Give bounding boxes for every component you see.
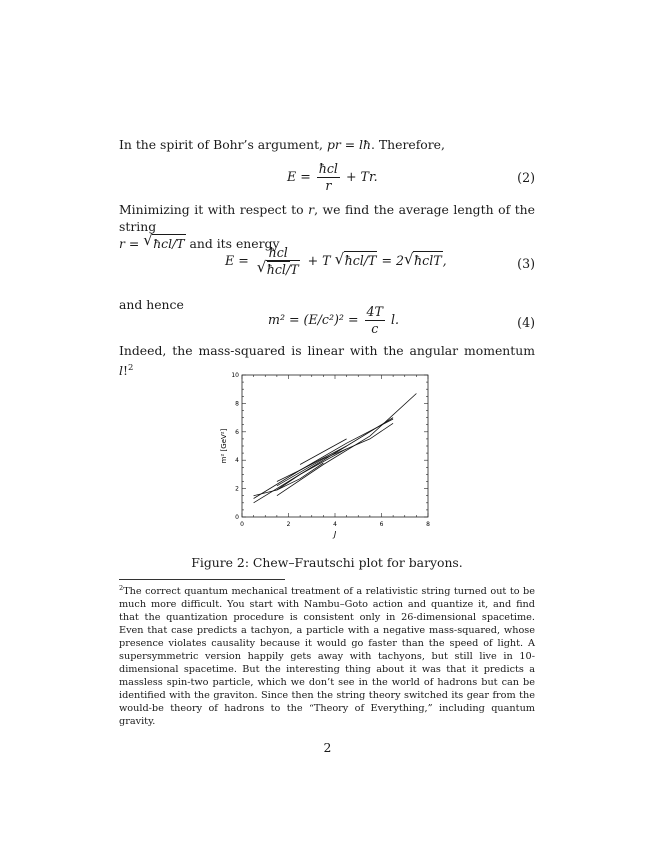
y-tick-label: 8 xyxy=(235,400,239,408)
axis-ticks xyxy=(242,375,428,517)
y-axis-label: m² [GeV²] xyxy=(220,428,228,464)
var-r: r xyxy=(308,202,315,217)
x-tick-label: 2 xyxy=(286,521,291,528)
eq3-lhs: E = xyxy=(225,253,249,268)
eq3-radicand1: ħcl/T xyxy=(344,253,377,268)
eq3-denominator xyxy=(255,258,302,277)
x-tick-label: 8 xyxy=(426,521,430,528)
y-tick-label: 0 xyxy=(235,514,239,521)
footnote-number: 2 xyxy=(119,584,124,592)
paragraph-bohr xyxy=(119,136,535,153)
eq2-denominator: r xyxy=(325,178,332,193)
eq3-equals-2: = 2 xyxy=(381,253,405,268)
x-tick-label: 6 xyxy=(379,521,384,528)
sqrt-icon: √ xyxy=(334,250,345,268)
y-tick-label: 10 xyxy=(231,372,239,379)
trajectory-line xyxy=(277,394,417,496)
eq3-end: , xyxy=(442,253,447,268)
trajectory-line xyxy=(277,423,393,486)
trajectory-line xyxy=(277,446,347,482)
length-radicand: ħcl/T xyxy=(153,236,185,251)
axis-tick-labels xyxy=(231,372,430,528)
figure-caption: Figure 2: Chew–Frautschi plot for baryons. xyxy=(191,555,463,570)
footnote-text: The correct quantum mechanical treatment of a relativistic string turned out to be much more difficult. You start with Nambu–Goto action and quantize it, and find that the quantization procedure is consistent only in 26-dimensional spacetime. Even that case predicts a tachyon, a particle with a negative mass-squared, whose presence violates causality because it would go faster than the speed of light. A supersymmetric version happily gets away with tachyons, but still live in 10-dimensional spacetime. But the interesting thing about it was that it predicts a massless spin-two particle, which we don’t see in the world of hadrons but can be identified with the graviton. Since then the string theory switched its gear from the would-be theory of hadrons to the “Theory of Everything,” including quantum gravity. xyxy=(119,586,535,728)
plot-frame xyxy=(242,375,428,517)
eq3-sqrt1 xyxy=(334,250,378,268)
paragraph-bohr-tail: . Therefore, xyxy=(371,137,445,152)
length-lhs: r = xyxy=(119,236,140,251)
paragraph-minimizing-text: Minimizing it with respect to xyxy=(119,202,309,217)
equation-3 xyxy=(119,246,535,286)
eq3-plus-t: + T xyxy=(307,253,331,268)
eq3-number: (3) xyxy=(517,256,535,271)
eq4-denominator: c xyxy=(371,321,379,336)
eq3-fraction xyxy=(255,246,302,277)
eq3-sqrt2 xyxy=(404,250,443,268)
paragraph-minimizing xyxy=(119,201,535,252)
y-tick-label: 6 xyxy=(235,428,239,436)
footnote-rule xyxy=(119,579,285,580)
eq4-lhs: m² = (E/c²)² = xyxy=(268,312,359,327)
eq2-fraction xyxy=(317,162,340,193)
eq2-rest: + Tr. xyxy=(345,169,378,184)
equation-2 xyxy=(119,162,535,196)
page-number: 2 xyxy=(323,740,332,755)
trajectory-line xyxy=(277,449,347,490)
sqrt-icon: √ xyxy=(256,258,267,276)
eq3-numerator: ħcl xyxy=(268,245,288,260)
eq2-number: (2) xyxy=(517,170,535,185)
bohr-condition-math: pr = lħ xyxy=(326,137,371,152)
eq2-lhs: E = xyxy=(287,169,311,184)
eq2-numerator: ħcl xyxy=(318,161,338,176)
footnote xyxy=(119,582,535,728)
trajectory-line xyxy=(254,418,394,503)
x-tick-label: 0 xyxy=(240,521,244,528)
x-tick-label: 4 xyxy=(333,521,337,528)
trajectory-lines xyxy=(254,394,417,503)
y-tick-label: 4 xyxy=(235,457,239,465)
paragraph-hence-text: and hence xyxy=(119,297,184,312)
equation-4 xyxy=(119,305,535,339)
eq3-radicand2: ħclT xyxy=(414,253,442,268)
chew-frautschi-chart xyxy=(215,366,445,546)
paragraph-minimizing-mid: , we find the average length of the string xyxy=(119,202,535,234)
paragraph-bohr-text: In the spirit of Bohr’s argument, xyxy=(119,137,327,152)
x-axis-label: J xyxy=(333,530,337,539)
paragraph-indeed-end: ! xyxy=(122,363,128,379)
eq4-numerator: 4T xyxy=(366,304,383,319)
sqrt-icon: √ xyxy=(404,250,414,268)
footnote-marker: 2 xyxy=(127,362,134,372)
eq4-number: (4) xyxy=(517,315,535,330)
paragraph-indeed-text: Indeed, the mass-squared is linear with the angular momentum xyxy=(119,343,535,358)
var-l: l xyxy=(119,363,123,379)
eq4-fraction xyxy=(365,305,385,336)
paragraph-minimizing-tail: and its energy xyxy=(185,236,280,251)
eq3-den-radicand: ħcl/T xyxy=(266,262,299,277)
eq4-rest: l. xyxy=(390,312,400,327)
y-tick-label: 2 xyxy=(235,485,239,493)
sqrt-icon: √ xyxy=(143,231,153,249)
